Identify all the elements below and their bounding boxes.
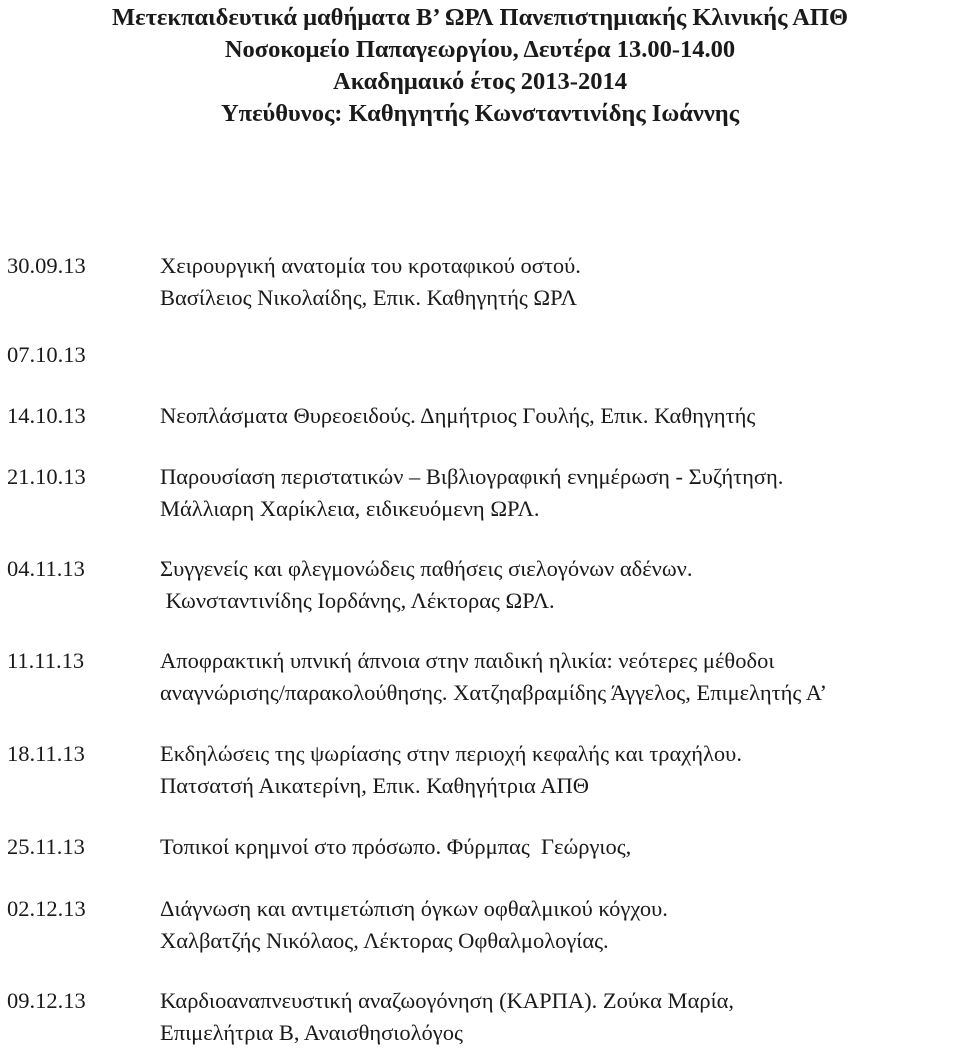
entry-date: 18.11.13 [7, 738, 85, 770]
entry-date: 25.11.13 [7, 831, 85, 863]
entry-line: Καρδιοαναπνευστική αναζωογόνηση (ΚΑΡΠΑ). Ζούκα Μαρία, [160, 985, 734, 1017]
header-academic-year: Ακαδημαικό έτος 2013-2014 [0, 66, 960, 98]
entry-line: Εκδηλώσεις της ψωρίασης στην περιοχή κεφαλής και τραχήλου. [160, 738, 742, 770]
entry-line: Διάγνωση και αντιμετώπιση όγκων οφθαλμικού κόγχου. [160, 893, 668, 925]
entry-description [160, 400, 755, 432]
entry-description [160, 553, 692, 616]
entry-date: 21.10.13 [7, 461, 86, 493]
entry-line: Νεοπλάσματα Θυρεοειδούς. Δημήτριος Γουλής, Επικ. Καθηγητής [160, 400, 755, 432]
entry-date: 09.12.13 [7, 985, 86, 1017]
entry-description [160, 831, 631, 863]
entry-line: Συγγενείς και φλεγμονώδεις παθήσεις σιελογόνων αδένων. [160, 553, 692, 585]
entry-description [160, 893, 668, 956]
entry-date: 30.09.13 [7, 250, 86, 282]
entry-line: αναγνώρισης/παρακολούθησης. Χατζηαβραμίδης Άγγελος, Επιμελητής Α’ [160, 677, 827, 709]
entry-line: Τοπικοί κρημνοί στο πρόσωπο. Φύρμπας Γεώργιος, [160, 831, 631, 863]
entry-line: Επιμελήτρια Β, Αναισθησιολόγος [160, 1017, 734, 1048]
entry-line: Χειρουργική ανατομία του κροταφικού οστού. [160, 250, 581, 282]
entry-line: Πατσατσή Αικατερίνη, Επικ. Καθηγήτρια ΑΠΘ [160, 770, 742, 802]
entry-description [160, 250, 581, 313]
entry-date: 02.12.13 [7, 893, 86, 925]
entry-date: 11.11.13 [7, 645, 84, 677]
entry-description [160, 738, 742, 801]
entry-description [160, 985, 734, 1048]
entry-date: 14.10.13 [7, 400, 86, 432]
entry-date: 07.10.13 [7, 339, 86, 371]
entry-date: 04.11.13 [7, 553, 85, 585]
entry-description [160, 645, 827, 708]
entry-line: Χαλβατζής Νικόλαος, Λέκτορας Οφθαλμολογίας. [160, 925, 668, 957]
entry-line: Βασίλειος Νικολαίδης, Επικ. Καθηγητής ΩΡΛ [160, 282, 581, 314]
header-course-title: Μετεκπαιδευτικά μαθήματα Β’ ΩΡΛ Πανεπιστημιακής Κλινικής ΑΠΘ [0, 2, 960, 34]
entry-line: Κωνσταντινίδης Ιορδάνης, Λέκτορας ΩΡΛ. [160, 585, 692, 617]
entry-line: Παρουσίαση περιστατικών – Βιβλιογραφική ενημέρωση - Συζήτηση. [160, 461, 783, 493]
header-location-time: Νοσοκομείο Παπαγεωργίου, Δευτέρα 13.00-14.00 [0, 34, 960, 66]
entry-description [160, 461, 783, 524]
entry-line: Μάλλιαρη Χαρίκλεια, ειδικευόμενη ΩΡΛ. [160, 493, 783, 525]
entry-line: Αποφρακτική υπνική άπνοια στην παιδική ηλικία: νεότερες μέθοδοι [160, 645, 827, 677]
document-header [0, 2, 960, 130]
header-responsible: Υπεύθυνος: Καθηγητής Κωνσταντινίδης Ιωάννης [0, 98, 960, 130]
